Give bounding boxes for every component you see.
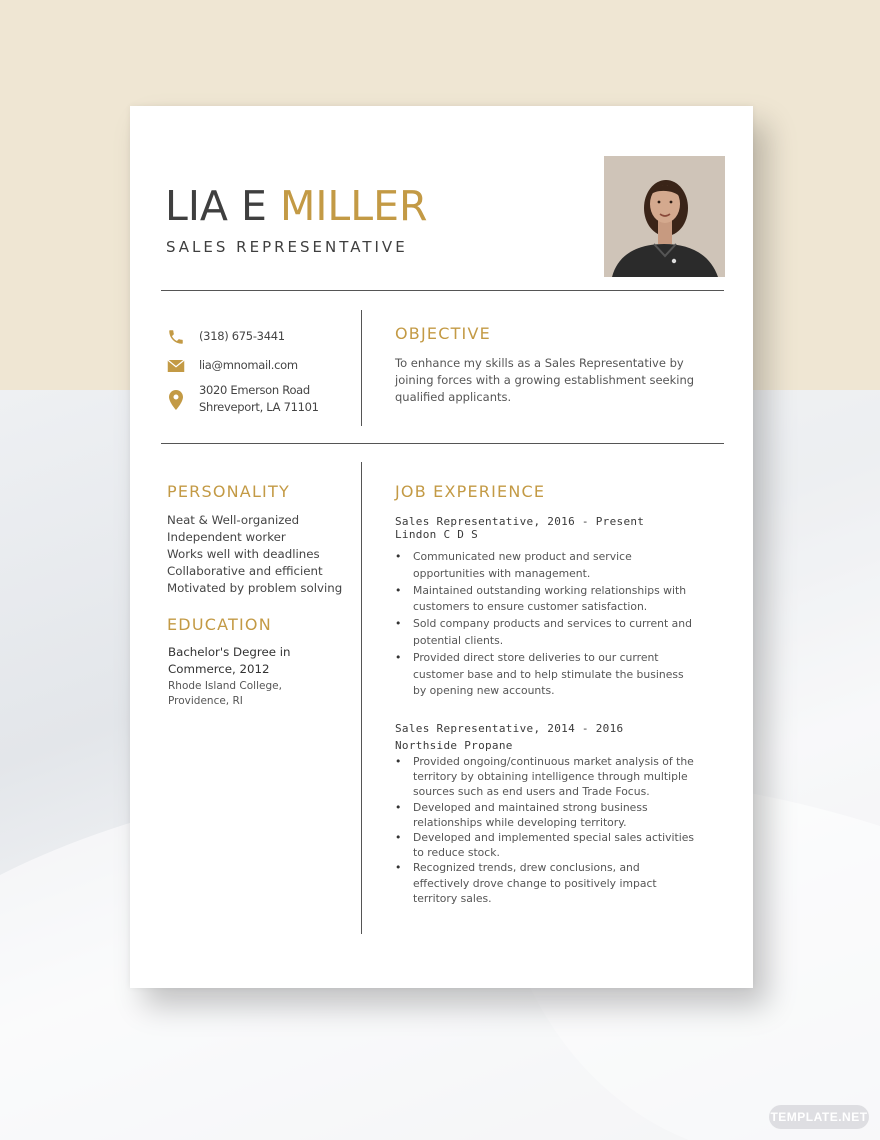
education-school bbox=[168, 679, 358, 708]
divider-middle bbox=[161, 443, 724, 444]
address-line-2: Shreveport, LA 71101 bbox=[199, 400, 319, 414]
list-item: Motivated by problem solving bbox=[167, 581, 343, 595]
location-pin-icon bbox=[167, 391, 185, 409]
job-1-header bbox=[395, 515, 715, 541]
contact-address bbox=[167, 382, 319, 416]
email-address[interactable]: lia@mnomail.com bbox=[199, 358, 298, 372]
list-item: • Provided ongoing/continuous market analysis of the territory by obtaining intelligence through multiple sources such as end users and Trade Focus. bbox=[395, 754, 695, 800]
list-item: Collaborative and efficient bbox=[167, 564, 323, 578]
education-degree bbox=[168, 644, 358, 678]
address-line-1: 3020 Emerson Road bbox=[199, 383, 310, 397]
objective-heading: OBJECTIVE bbox=[395, 324, 491, 343]
job-2-position: Sales Representative, 2014 - 2016 bbox=[395, 722, 624, 735]
degree-line-2: Commerce, 2012 bbox=[168, 662, 270, 676]
objective-text: To enhance my skills as a Sales Representative by joining forces with a growing establishment seeking qualified applicants. bbox=[395, 356, 695, 404]
list-item: • Developed and maintained strong business relationships while developing territory. bbox=[395, 800, 695, 830]
list-item: Neat & Well-organized bbox=[167, 513, 300, 527]
contact-email bbox=[167, 357, 298, 375]
list-item: Works well with deadlines bbox=[167, 547, 320, 561]
education-heading: EDUCATION bbox=[167, 615, 272, 634]
list-item: • Sold company products and services to current and potential clients. bbox=[395, 616, 695, 650]
personality-heading: PERSONALITY bbox=[167, 482, 290, 501]
job-2-company: Northside Propane bbox=[395, 739, 513, 752]
profile-photo bbox=[604, 156, 725, 277]
first-name: LIA E bbox=[165, 182, 267, 230]
job-title: SALES REPRESENTATIVE bbox=[166, 238, 408, 256]
job-1-bullets bbox=[395, 549, 695, 700]
last-name: MILLER bbox=[279, 182, 428, 230]
candidate-name bbox=[165, 182, 428, 230]
list-item: Independent worker bbox=[167, 530, 286, 544]
personality-list bbox=[167, 512, 357, 597]
divider-vertical-contact bbox=[361, 310, 362, 426]
list-item: • Developed and implemented special sales activities to reduce stock. bbox=[395, 830, 695, 860]
mail-icon bbox=[167, 357, 185, 375]
job-2-bullets bbox=[395, 754, 695, 906]
list-item: • Communicated new product and service opportunities with management. bbox=[395, 549, 695, 583]
list-item: • Provided direct store deliveries to our current customer base and to help stimulate the business by opening new accounts. bbox=[395, 650, 695, 700]
school-line-1: Rhode Island College, bbox=[168, 680, 282, 692]
job-1-company: Lindon C D S bbox=[395, 528, 479, 541]
divider-top bbox=[161, 290, 724, 291]
contact-phone bbox=[167, 328, 285, 346]
list-item: • Recognized trends, drew conclusions, and effectively drove change to positively impact territory sales. bbox=[395, 860, 695, 906]
job-2-header bbox=[395, 720, 715, 754]
experience-heading: JOB EXPERIENCE bbox=[395, 482, 546, 501]
job-1-position: Sales Representative, 2016 - Present bbox=[395, 515, 645, 528]
resume-page bbox=[130, 106, 753, 988]
degree-line-1: Bachelor's Degree in bbox=[168, 645, 291, 659]
divider-vertical-main bbox=[361, 462, 362, 934]
phone-number[interactable]: (318) 675-3441 bbox=[199, 329, 285, 343]
profile-photo-illustration bbox=[604, 156, 725, 277]
list-item: • Maintained outstanding working relationships with customers to ensure customer satisfaction. bbox=[395, 583, 695, 617]
school-line-2: Providence, RI bbox=[168, 694, 243, 707]
template-watermark[interactable]: TEMPLATE.NET bbox=[769, 1105, 869, 1129]
phone-icon bbox=[167, 328, 185, 346]
address bbox=[199, 382, 319, 416]
